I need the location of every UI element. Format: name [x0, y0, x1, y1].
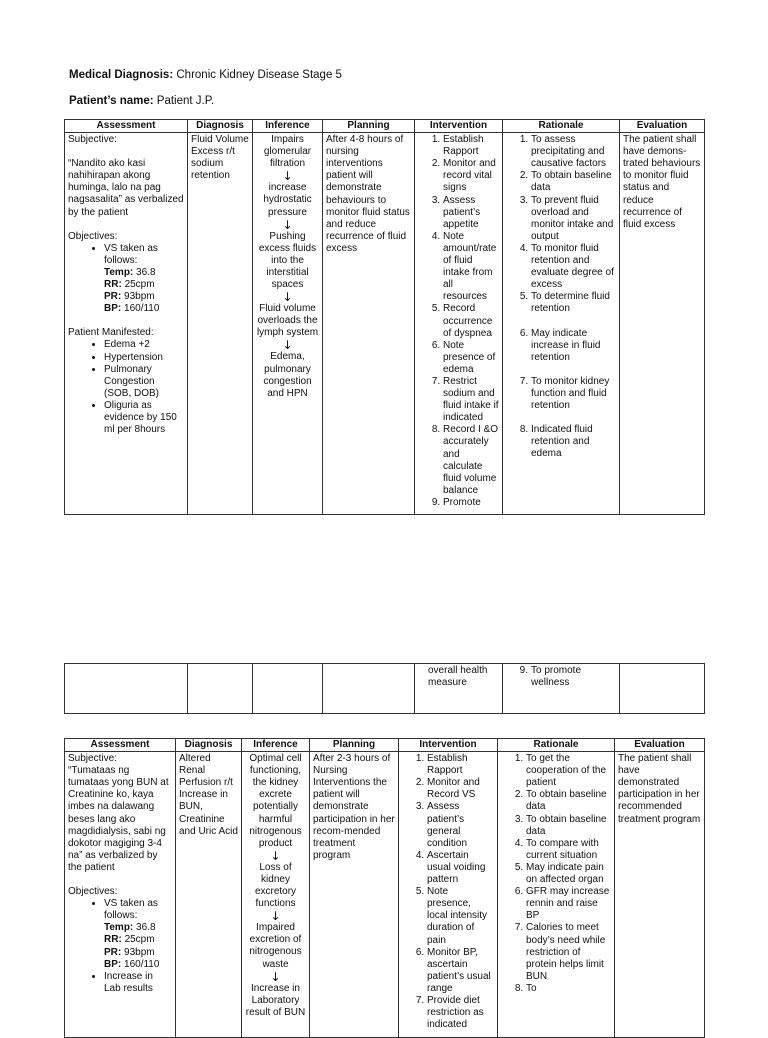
vital-label: Temp: — [104, 266, 134, 278]
intervention-cell — [399, 752, 498, 1038]
list-item: 6. Note presence of edema — [443, 340, 499, 376]
list-item — [104, 243, 184, 316]
list-item: 4. Ascertain usual voiding pattern — [427, 850, 494, 886]
list-item: 7. To monitor kidney function and fluid retention — [531, 376, 616, 412]
intervention-cell — [415, 133, 503, 515]
vital-value: 25cpm — [124, 934, 155, 946]
list-item: 6. GFR may increase rennin and raise BP — [526, 886, 611, 922]
subjective-label: Subjective: — [68, 134, 117, 146]
arrow-down-icon: ↓ — [270, 848, 281, 863]
intervention-continuation: overall health measure — [428, 665, 488, 689]
list-item: 1. Establish Rapport — [427, 753, 494, 777]
manifested-label: Patient Manifested: — [68, 327, 154, 339]
patient-name-line — [69, 95, 214, 107]
vs-intro: VS taken as follows: — [104, 898, 158, 922]
vital-pr — [104, 947, 172, 959]
list-item: 3. Assess patient’s appetite — [443, 195, 499, 231]
list-item: 7. Restrict sodium and fluid intake if indicated — [443, 376, 499, 424]
assessment-cell — [65, 664, 188, 714]
arrow-down-icon: ↓ — [282, 338, 293, 353]
vs-intro: VS taken as follows: — [104, 242, 158, 266]
list-item: 8. To — [526, 983, 611, 995]
evaluation-cell: The patient shall have demons-trated behaviours to monitor fluid status and reduce recurrence of fluid excess — [620, 133, 705, 515]
vital-value: 36.8 — [136, 266, 156, 278]
rationale-cell — [503, 133, 620, 515]
care-plan-table-fluid-volume — [64, 119, 705, 515]
list-item: 3. To obtain baseline data — [526, 814, 611, 838]
vital-bp — [104, 959, 172, 971]
inference-step: Fluid volume overloads the lymph system — [256, 303, 319, 339]
patient-name-value: Patient J.P. — [156, 95, 215, 107]
diagnosis-cell: Altered Renal Perfusion r/t Increase in BUN, Creatinine and Uric Acid — [176, 752, 242, 1038]
objectives-label: Objectives: — [68, 886, 118, 898]
list-item: 5. May indicate pain on affected organ — [526, 862, 611, 886]
subjective-quote: “Tumataas ng tumataas yong BUN at Creatinine ko, kaya imbes na dalawang beses lang ako magdidialysis, sabi ng dokotor magiging 3-4 na” as verbalized by the patient — [68, 765, 169, 873]
inference-step: increase hydrostatic pressure — [263, 182, 312, 218]
list-item: • Hypertension — [104, 352, 184, 364]
col-assessment: Assessment — [65, 120, 188, 133]
col-inference: Inference — [242, 739, 310, 752]
rationale-continuation — [506, 665, 616, 689]
col-assessment: Assessment — [65, 739, 176, 752]
list-item: 1. Establish Rapport — [443, 134, 499, 158]
vital-value: 25cpm — [124, 279, 155, 291]
list-item: 5. To determine fluid retention — [531, 291, 616, 315]
col-inference: Inference — [253, 120, 323, 133]
arrow-down-icon: ↓ — [270, 969, 281, 984]
planning-cell: After 4-8 hours of nursing interventions patient will demonstrate behaviours to monitor fluid status and reduce recurrence of fluid excess — [323, 133, 415, 515]
table-row — [65, 133, 705, 515]
list-item: 2. To obtain baseline data — [526, 789, 611, 813]
subjective-label: Subjective: — [68, 753, 117, 765]
col-planning: Planning — [323, 120, 415, 133]
subjective-quote: “Nandito ako kasi nahihirapan akong huminga, lalo na pag nagsasalita” as verbalized by the patient — [68, 158, 184, 218]
list-item: 2. Monitor and record vital signs — [443, 158, 499, 194]
table-header-row — [65, 739, 705, 752]
intervention-cell — [415, 664, 503, 714]
vital-label: Temp: — [104, 922, 134, 934]
inference-step: Optimal cell functioning, the kidney excrete potentially harmful nitrogenous product — [249, 753, 302, 849]
arrow-down-icon: ↓ — [270, 909, 281, 924]
list-item: 4. Note amount/rate of fluid intake from all resources — [443, 231, 499, 304]
inference-cell — [242, 752, 310, 1038]
col-evaluation: Evaluation — [615, 739, 705, 752]
list-item: 8. Record I &O accurately and calculate fluid volume balance — [443, 424, 499, 497]
vital-label: BP: — [104, 958, 122, 970]
objectives-label: Objectives: — [68, 230, 118, 242]
vital-rr — [104, 279, 184, 291]
evaluation-cell — [620, 664, 705, 714]
evaluation-cell: The patient shall have demonstrated participation in her recommended treatment program — [615, 752, 705, 1038]
planning-cell: After 2-3 hours of Nursing Interventions the patient will demonstrate participation in her recom-mended treatment program — [310, 752, 399, 1038]
vital-label: RR: — [104, 279, 122, 291]
list-item — [104, 898, 172, 971]
planning-cell — [323, 664, 415, 714]
list-item: 8. Indicated fluid retention and edema — [531, 424, 616, 460]
assessment-cell — [65, 752, 176, 1038]
patient-name-label: Patient’s name: — [69, 95, 154, 107]
vital-value: 93bpm — [124, 291, 155, 303]
table-header-row — [65, 120, 705, 133]
arrow-down-icon: ↓ — [282, 217, 293, 232]
medical-diagnosis-line — [69, 69, 342, 81]
care-plan-table-renal-perfusion — [64, 738, 705, 1038]
list-item: 5. Note presence, local intensity duration of pain — [427, 886, 494, 946]
list-item: 7. Provide diet restriction as indicated — [427, 995, 494, 1031]
vital-label: RR: — [104, 934, 122, 946]
diagnosis-cell: Fluid Volume Excess r/t sodium retention — [188, 133, 253, 515]
list-item: 7. Calories to meet body’s need while restriction of protein helps limit BUN — [526, 922, 611, 982]
assessment-cell — [65, 133, 188, 515]
arrow-down-icon: ↓ — [282, 169, 293, 184]
intervention-list — [418, 134, 499, 509]
list-item: 3. To prevent fluid overload and monitor intake and output — [531, 195, 616, 243]
vital-value: 160/110 — [124, 303, 160, 315]
medical-diagnosis-label: Medical Diagnosis: — [69, 69, 174, 81]
objectives-list — [68, 243, 184, 316]
diagnosis-cell — [188, 664, 253, 714]
rationale-list — [506, 134, 616, 460]
objectives-list — [68, 898, 172, 995]
inference-step: Impairs glomerular filtration — [263, 134, 312, 170]
vital-label: BP: — [104, 303, 122, 315]
vital-label: PR: — [104, 291, 122, 303]
vital-bp — [104, 303, 184, 315]
inference-cell — [253, 664, 323, 714]
inference-step: Edema, pulmonary congestion and HPN — [263, 351, 312, 399]
table-row — [65, 664, 705, 714]
rationale-cell — [503, 664, 620, 714]
manifested-list — [68, 339, 184, 436]
vital-temp — [104, 267, 184, 279]
col-intervention: Intervention — [399, 739, 498, 752]
vital-label: PR: — [104, 946, 122, 958]
col-rationale: Rationale — [503, 120, 620, 133]
inference-step: Loss of kidney excretory functions — [254, 861, 297, 910]
vital-value: 160/110 — [124, 958, 160, 970]
inference-cell — [253, 133, 323, 515]
list-item: 6. May indicate increase in fluid retention — [531, 328, 616, 364]
intervention-list — [402, 753, 494, 1031]
arrow-down-icon: ↓ — [282, 290, 293, 305]
col-evaluation: Evaluation — [620, 120, 705, 133]
vital-value: 93bpm — [124, 946, 155, 958]
list-item: 3. Assess patient’s general condition — [427, 801, 494, 849]
list-item: 1. To get the cooperation of the patient — [526, 753, 611, 789]
col-planning: Planning — [310, 739, 399, 752]
medical-diagnosis-value: Chronic Kidney Disease Stage 5 — [176, 69, 342, 81]
list-item: 9. Promote — [443, 497, 499, 509]
list-item: 4. To compare with current situation — [526, 838, 611, 862]
care-plan-table-continuation — [64, 663, 705, 714]
list-item: 6. Monitor BP, ascertain patient’s usual range — [427, 947, 494, 995]
col-diagnosis: Diagnosis — [176, 739, 242, 752]
vital-pr — [104, 291, 184, 303]
list-item: To promote wellness — [531, 665, 582, 689]
list-item: • Edema +2 — [104, 339, 184, 351]
list-item: 2. To obtain baseline data — [531, 170, 616, 194]
rationale-cell — [498, 752, 615, 1038]
col-intervention: Intervention — [415, 120, 503, 133]
list-item: • Pulmonary Congestion (SOB, DOB) — [104, 364, 184, 400]
vital-rr — [104, 934, 172, 946]
list-item: 1. To assess precipitating and causative factors — [531, 134, 616, 170]
rationale-list — [501, 753, 611, 995]
inference-step: Pushing excess fluids into the interstitial spaces — [258, 230, 317, 291]
col-diagnosis: Diagnosis — [188, 120, 253, 133]
vital-temp — [104, 922, 172, 934]
vital-value: 36.8 — [136, 922, 156, 934]
list-item: 5. Record occurrence of dyspnea — [443, 303, 499, 339]
inference-step: Impaired excretion of nitrogenous waste — [249, 922, 302, 970]
list-item: • Oliguria as evidence by 150 ml per 8hours — [104, 400, 184, 436]
table-row — [65, 752, 705, 1038]
list-item: 4. To monitor fluid retention and evaluate degree of excess — [531, 243, 616, 291]
list-item: 2. Monitor and Record VS — [427, 777, 494, 801]
list-item: • Increase in Lab results — [104, 971, 172, 995]
list-number: 9. — [519, 665, 528, 676]
inference-step: Increase in Laboratory result of BUN — [245, 982, 306, 1018]
col-rationale: Rationale — [498, 739, 615, 752]
